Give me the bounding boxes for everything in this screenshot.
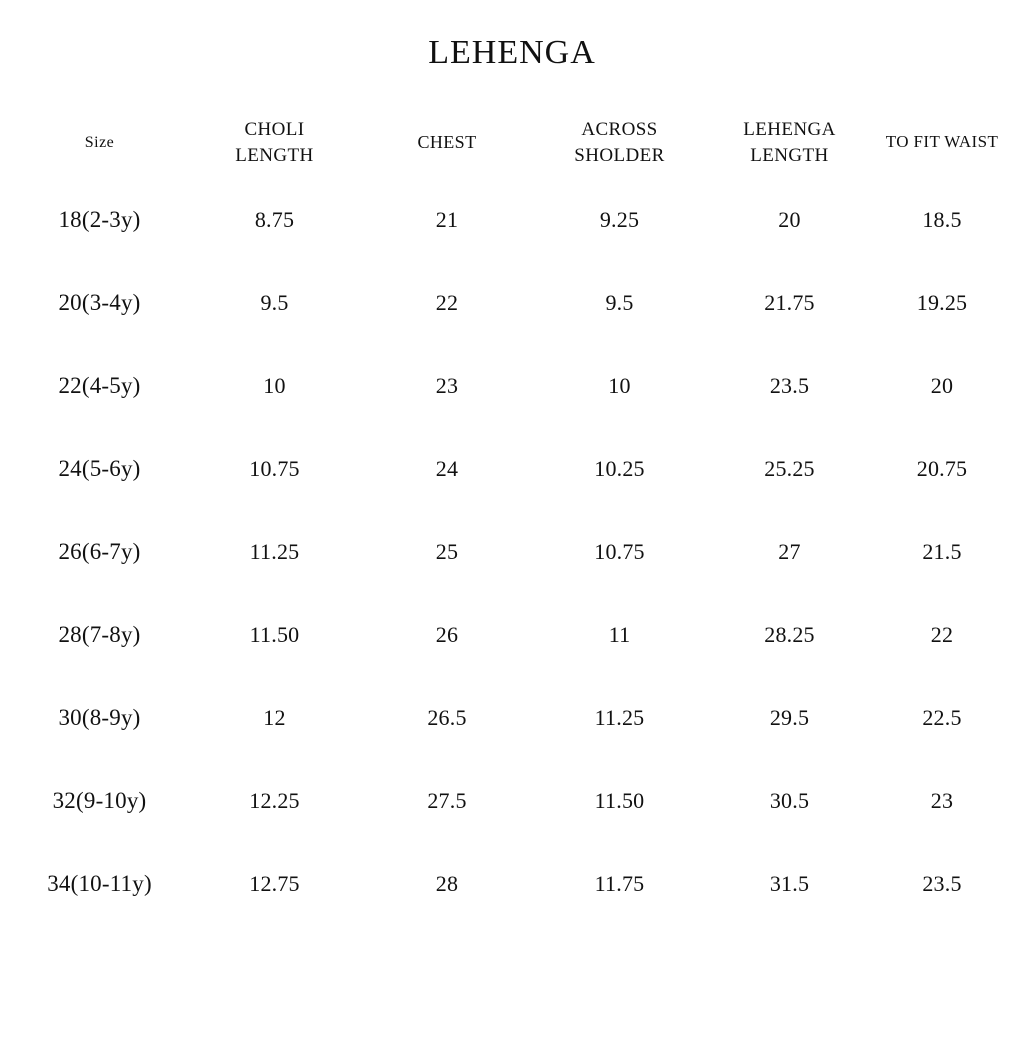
cell-chest: 25 <box>435 538 459 564</box>
cell-lehenga-length: 23.5 <box>769 372 810 398</box>
cell-size: 20(3-4y) <box>58 289 141 315</box>
cell-size: 18(2-3y) <box>58 206 141 232</box>
column-header-choli-length-line-2: LENGTH <box>235 144 314 166</box>
cell-to-fit-waist: 23 <box>930 787 954 813</box>
cell-across-sholder: 9.25 <box>599 206 640 232</box>
cell-to-fit-waist: 21.5 <box>922 538 962 564</box>
column-header-across-sholder <box>532 116 707 178</box>
cell-size: 28(7-8y) <box>58 621 141 647</box>
table-row <box>12 261 1012 344</box>
column-header-lehenga-length-line-1: LEHENGA <box>743 119 836 140</box>
cell-choli-length: 8.75 <box>254 206 295 232</box>
cell-chest: 23 <box>435 372 459 398</box>
cell-to-fit-waist: 22 <box>930 621 954 647</box>
cell-chest: 24 <box>435 455 459 481</box>
cell-across-sholder: 10.25 <box>594 455 645 481</box>
table-row <box>12 593 1012 676</box>
cell-to-fit-waist: 23.5 <box>922 870 962 896</box>
cell-lehenga-length: 27 <box>778 538 801 564</box>
table-row <box>12 344 1012 427</box>
column-header-to-fit-waist <box>872 116 1012 178</box>
column-header-chest-line-1: CHEST <box>417 132 477 153</box>
cell-size: 24(5-6y) <box>58 455 141 481</box>
cell-across-sholder: 9.5 <box>605 289 634 315</box>
cell-across-sholder: 11.50 <box>594 787 645 813</box>
cell-across-sholder: 10 <box>608 372 631 398</box>
cell-size: 32(9-10y) <box>52 787 147 813</box>
cell-across-sholder: 11.25 <box>594 704 645 730</box>
cell-choli-length: 12 <box>263 704 286 730</box>
cell-choli-length: 12.75 <box>249 870 300 896</box>
cell-choli-length: 11.50 <box>249 621 300 647</box>
cell-to-fit-waist: 19.25 <box>916 289 968 315</box>
cell-lehenga-length: 21.75 <box>764 289 815 315</box>
table-header <box>12 116 1012 178</box>
cell-size: 26(6-7y) <box>58 538 141 564</box>
column-header-chest <box>362 116 532 178</box>
table-header-row <box>12 116 1012 178</box>
cell-to-fit-waist: 20.75 <box>916 455 968 481</box>
column-header-choli-length-line-1: CHOLI <box>244 119 305 140</box>
cell-chest: 21 <box>435 206 459 232</box>
cell-to-fit-waist: 20 <box>930 372 954 398</box>
table-row <box>12 427 1012 510</box>
column-header-choli-length <box>187 116 362 178</box>
cell-chest: 27.5 <box>427 787 467 813</box>
cell-lehenga-length: 20 <box>778 206 801 232</box>
column-header-to-fit-waist-line-1: TO FIT WAIST <box>885 132 999 152</box>
table-row <box>12 510 1012 593</box>
cell-to-fit-waist: 22.5 <box>922 704 962 730</box>
cell-chest: 28 <box>435 870 459 896</box>
cell-chest: 22 <box>435 289 459 315</box>
cell-chest: 26.5 <box>427 704 467 730</box>
cell-lehenga-length: 28.25 <box>764 621 815 647</box>
column-header-across-sholder-line-2: SHOLDER <box>574 144 665 166</box>
column-header-size-line-1: Size <box>84 133 115 151</box>
cell-choli-length: 12.25 <box>249 787 300 813</box>
column-header-lehenga-length-line-2: LENGTH <box>750 144 829 166</box>
table-row <box>12 842 1012 925</box>
column-header-lehenga-length <box>707 116 872 178</box>
cell-lehenga-length: 29.5 <box>769 704 810 730</box>
cell-lehenga-length: 25.25 <box>764 455 815 481</box>
column-header-across-sholder-line-1: ACROSS <box>581 119 658 140</box>
page-title: LEHENGA <box>428 34 596 71</box>
table-row <box>12 676 1012 759</box>
cell-choli-length: 9.5 <box>260 289 289 315</box>
cell-choli-length: 11.25 <box>249 538 300 564</box>
column-header-size <box>12 116 187 178</box>
cell-size: 22(4-5y) <box>58 372 141 398</box>
cell-lehenga-length: 30.5 <box>769 787 810 813</box>
cell-choli-length: 10.75 <box>249 455 300 481</box>
cell-choli-length: 10 <box>263 372 286 398</box>
size-chart-table <box>12 116 1012 925</box>
cell-across-sholder: 11.75 <box>594 870 645 896</box>
cell-size: 34(10-11y) <box>47 870 152 896</box>
size-chart-page <box>0 34 1024 1058</box>
cell-across-sholder: 10.75 <box>594 538 645 564</box>
table-row <box>12 178 1012 261</box>
cell-to-fit-waist: 18.5 <box>922 206 962 232</box>
cell-chest: 26 <box>435 621 459 647</box>
table-row <box>12 759 1012 842</box>
cell-lehenga-length: 31.5 <box>769 870 810 896</box>
cell-across-sholder: 11 <box>608 621 631 647</box>
table-body <box>12 178 1012 925</box>
cell-size: 30(8-9y) <box>58 704 141 730</box>
